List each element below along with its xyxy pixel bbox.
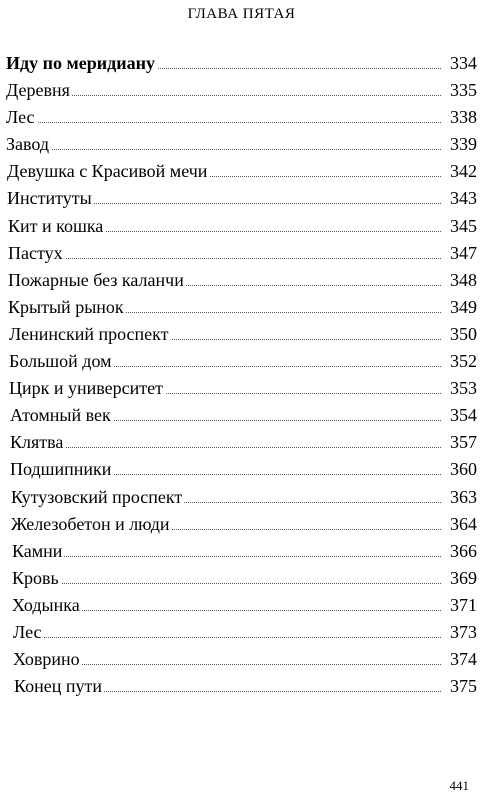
toc-entry-title: Институты (7, 185, 94, 212)
toc-entry (0, 213, 483, 240)
toc-entry-page: 374 (441, 646, 477, 673)
toc-entry-title: Деревня (6, 77, 72, 104)
toc-entry-title: Завод (6, 131, 51, 158)
toc-entry-title: Пожарные без каланчи (8, 267, 186, 294)
toc-leader (6, 122, 447, 123)
toc-entry-page: 357 (441, 429, 477, 456)
toc-entry-title: Камни (12, 538, 64, 565)
toc-entry (0, 673, 483, 700)
toc-entry-page: 360 (441, 456, 477, 483)
toc-entry (0, 646, 483, 673)
toc-entry-page: 352 (441, 348, 477, 375)
toc-entry-title: Иду по меридиану (6, 50, 157, 77)
toc-entry-title: Ховрино (13, 646, 82, 673)
toc-entry-page: 350 (441, 321, 477, 348)
toc-leader (10, 447, 447, 448)
toc-entry-title: Железобетон и люди (11, 511, 172, 538)
toc-entry (0, 185, 483, 212)
toc-entry-title: Крытый рынок (8, 294, 126, 321)
toc-entry-title: Подшипники (10, 456, 113, 483)
toc-entry-page: 338 (441, 104, 477, 131)
toc-entry-page: 343 (441, 185, 477, 212)
toc-entry (0, 375, 483, 402)
toc-entry-page: 354 (441, 402, 477, 429)
toc-entry-title: Кровь (12, 565, 61, 592)
toc-entry-title: Клятва (10, 429, 65, 456)
toc-entry-page: 334 (441, 50, 477, 77)
toc-entry (0, 104, 483, 131)
toc-entry-page: 371 (441, 592, 477, 619)
toc-leader (13, 637, 447, 638)
page-number: 441 (449, 778, 469, 793)
toc-entry-title: Цирк и университет (9, 375, 165, 402)
toc-leader (6, 149, 447, 150)
toc-entry (0, 131, 483, 158)
toc-entry-page: 339 (441, 131, 477, 158)
toc-entry-title: Кутузовский проспект (11, 484, 184, 511)
toc-entry (0, 294, 483, 321)
toc-entry-title: Конец пути (14, 673, 104, 700)
toc-entry-title: Лес (13, 619, 44, 646)
toc-leader (8, 258, 447, 259)
toc-entry-page: 364 (441, 511, 477, 538)
toc-entry (0, 484, 483, 511)
toc-entry (0, 321, 483, 348)
toc-entry (0, 50, 483, 77)
chapter-heading: ГЛАВА ПЯТАЯ (187, 6, 296, 22)
toc-entry-page: 375 (441, 673, 477, 700)
toc-leader (12, 556, 447, 557)
toc-entry (0, 402, 483, 429)
toc-entry-title: Девушка с Красивой мечи (7, 158, 209, 185)
toc-entry-page: 353 (441, 375, 477, 402)
toc-entry (0, 348, 483, 375)
toc-entry-page: 348 (441, 267, 477, 294)
toc-entry (0, 77, 483, 104)
toc-entry-title: Лес (6, 104, 37, 131)
toc-entry-page: 349 (441, 294, 477, 321)
toc-entry (0, 565, 483, 592)
toc-entry-page: 373 (441, 619, 477, 646)
toc-leader (12, 583, 447, 584)
table-of-contents (0, 50, 483, 700)
toc-entry-page: 363 (441, 484, 477, 511)
toc-entry-title: Кит и кошка (8, 213, 105, 240)
toc-entry-page: 335 (441, 77, 477, 104)
toc-entry (0, 538, 483, 565)
toc-entry (0, 158, 483, 185)
toc-entry-page: 347 (441, 240, 477, 267)
toc-entry-page: 369 (441, 565, 477, 592)
toc-entry-page: 366 (441, 538, 477, 565)
toc-entry (0, 592, 483, 619)
toc-leader (6, 95, 447, 96)
toc-entry-title: Большой дом (9, 348, 114, 375)
toc-entry (0, 267, 483, 294)
toc-entry (0, 240, 483, 267)
toc-entry (0, 456, 483, 483)
toc-entry-title: Пастух (8, 240, 65, 267)
toc-entry-page: 345 (441, 213, 477, 240)
toc-entry-page: 342 (441, 158, 477, 185)
toc-entry-title: Ленинский проспект (9, 321, 171, 348)
toc-entry (0, 429, 483, 456)
toc-entry (0, 511, 483, 538)
toc-entry-title: Ходынка (12, 592, 82, 619)
toc-entry (0, 619, 483, 646)
toc-entry-title: Атомный век (10, 402, 113, 429)
